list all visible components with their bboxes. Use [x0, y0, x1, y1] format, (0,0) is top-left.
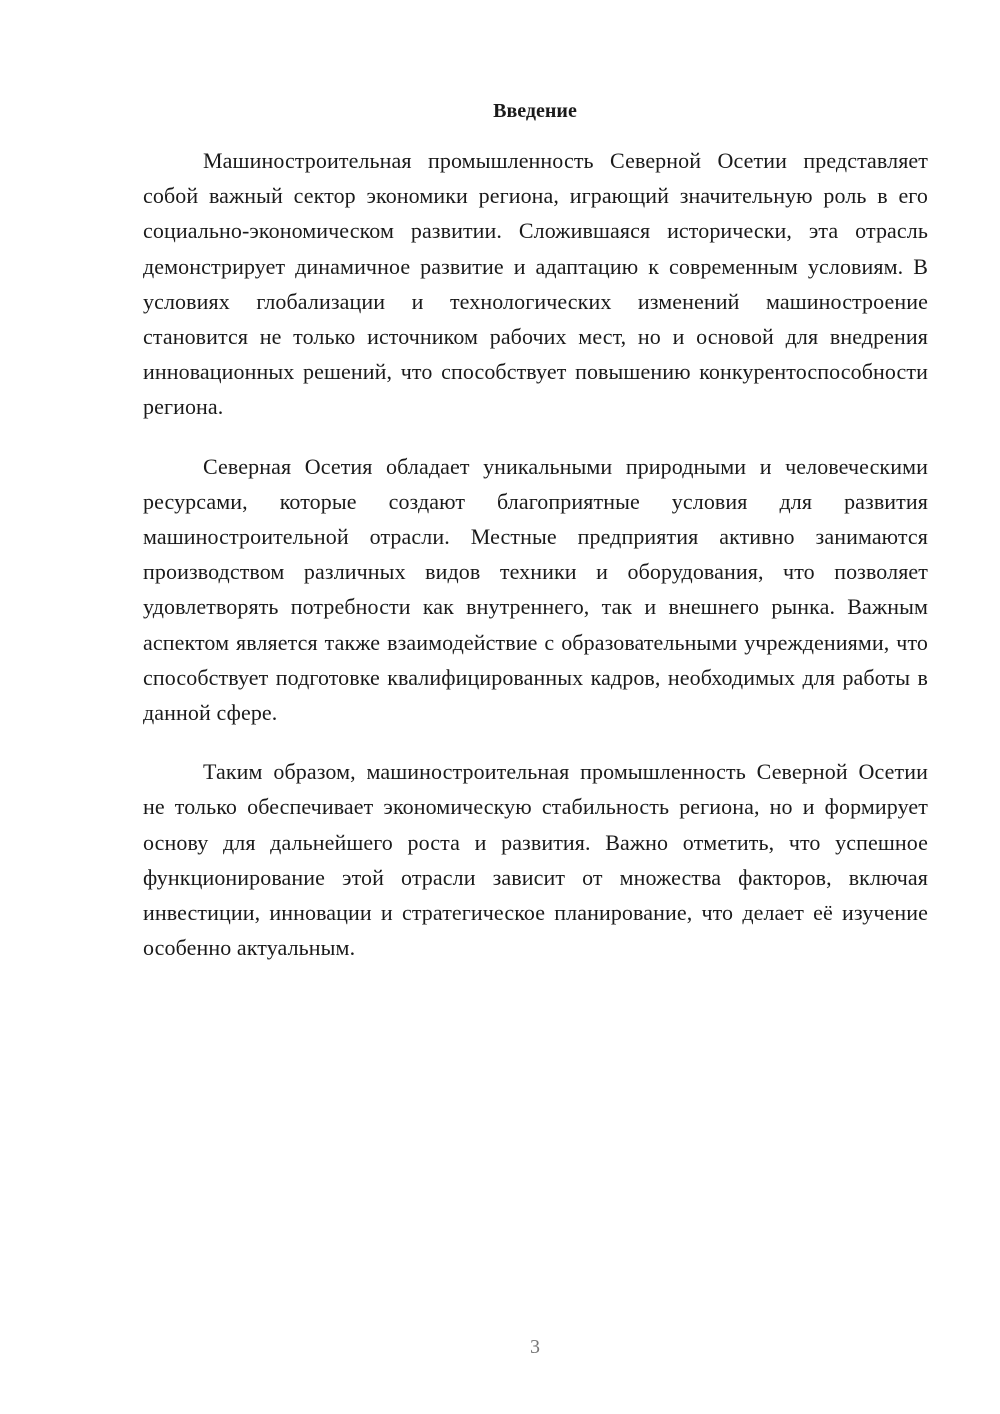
paragraph-1: Машиностроительная промышленность Северной Осетии представляет собой важный сектор экономики региона, играющий значительную роль в его социально-экономическом развитии. Сложившаяся исторически, эта отрасль демонстрирует динамичное развитие и адаптацию к современным условиям. В условиях глобализации и технологических изменений машиностроение становится не только источником рабочих мест, но и основой для внедрения инновационных решений, что способствует повышению конкурентоспособности региона.: [143, 148, 928, 420]
paragraph-2: Северная Осетия обладает уникальными природными и человеческими ресурсами, которые создают благоприятные условия для развития машиностроительной отрасли. Местные предприятия активно занимаются производством различных видов техники и оборудования, что позволяет удовлетворять потребности как внутреннего, так и внешнего рынка. Важным аспектом является также взаимодействие с образовательными учреждениями, что способствует подготовке квалифицированных кадров, необходимых для работы в данной сфере.: [143, 453, 928, 726]
page-number: 3: [530, 1336, 540, 1358]
body-text: [143, 143, 928, 989]
page-title: Введение: [493, 100, 577, 122]
paragraph-3: Таким образом, машиностроительная промышленность Северной Осетии не только обеспечивает экономическую стабильность региона, но и формирует основу для дальнейшего роста и развития. Важно отметить, что успешное функционирование этой отрасли зависит от множества факторов, включая инвестиции, инновации и стратегическое планирование, что делает её изучение особенно актуальным.: [143, 759, 928, 961]
